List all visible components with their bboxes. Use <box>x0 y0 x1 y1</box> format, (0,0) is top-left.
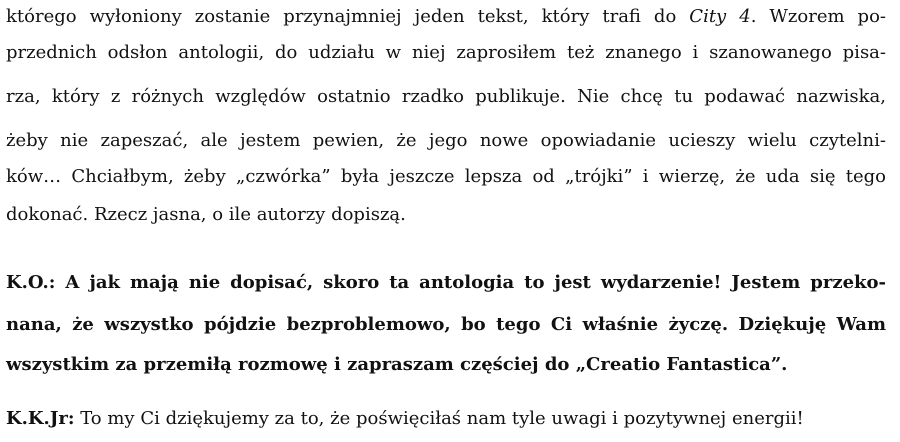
paragraph-1-line-6: dokonać. Rzecz jasna, o ile autorzy dopiszą. <box>6 204 406 225</box>
paragraph-1-line-3: rza, który z różnych względów ostatnio rzadko publikuje. Nie chcę tu podawać nazwiska, <box>6 86 886 107</box>
paragraph-1-line-4: żeby nie zapeszać, ale jestem pewien, że jego nowe opowiadanie ucieszy wielu czytelni- <box>6 130 886 151</box>
paragraph-1-line-1 <box>6 2 886 32</box>
paragraph-2-line-2: nana, że wszystko pójdzie bezproblemowo, bo tego Ci właśnie życzę. Dziękuję Wam <box>6 314 886 335</box>
paragraph-2-line-3: wszystkim za przemiłą rozmowę i zapraszam częściej do „Creatio Fantastica”. <box>6 354 788 375</box>
book-title: City 4 <box>689 6 751 27</box>
speaker-label: K.K.Jr: <box>6 408 75 429</box>
paragraph-2-line-1: K.O.: A jak mają nie dopisać, skoro ta antologia to jest wydarzenie! Jestem przeko- <box>6 272 886 293</box>
paragraph-1-line-5: ków… Chciałbym, żeby „czwórka” była jeszcze lepsza od „trójki” i wierzę, że uda się tego <box>6 166 886 187</box>
text-run: którego wyłoniony zostanie przynajmniej jeden tekst, który trafi do <box>6 6 690 27</box>
paragraph-3-line-1 <box>6 404 886 434</box>
paragraph-1-line-2: przednich odsłon antologii, do udziału w niej zaprosiłem też znanego i szanowanego pisa- <box>6 42 886 63</box>
text-run: To my Ci dziękujemy za to, że poświęciłaś nam tyle uwagi i pozytywnej energii! <box>74 408 804 429</box>
text-run: . Wzorem po- <box>750 6 886 27</box>
